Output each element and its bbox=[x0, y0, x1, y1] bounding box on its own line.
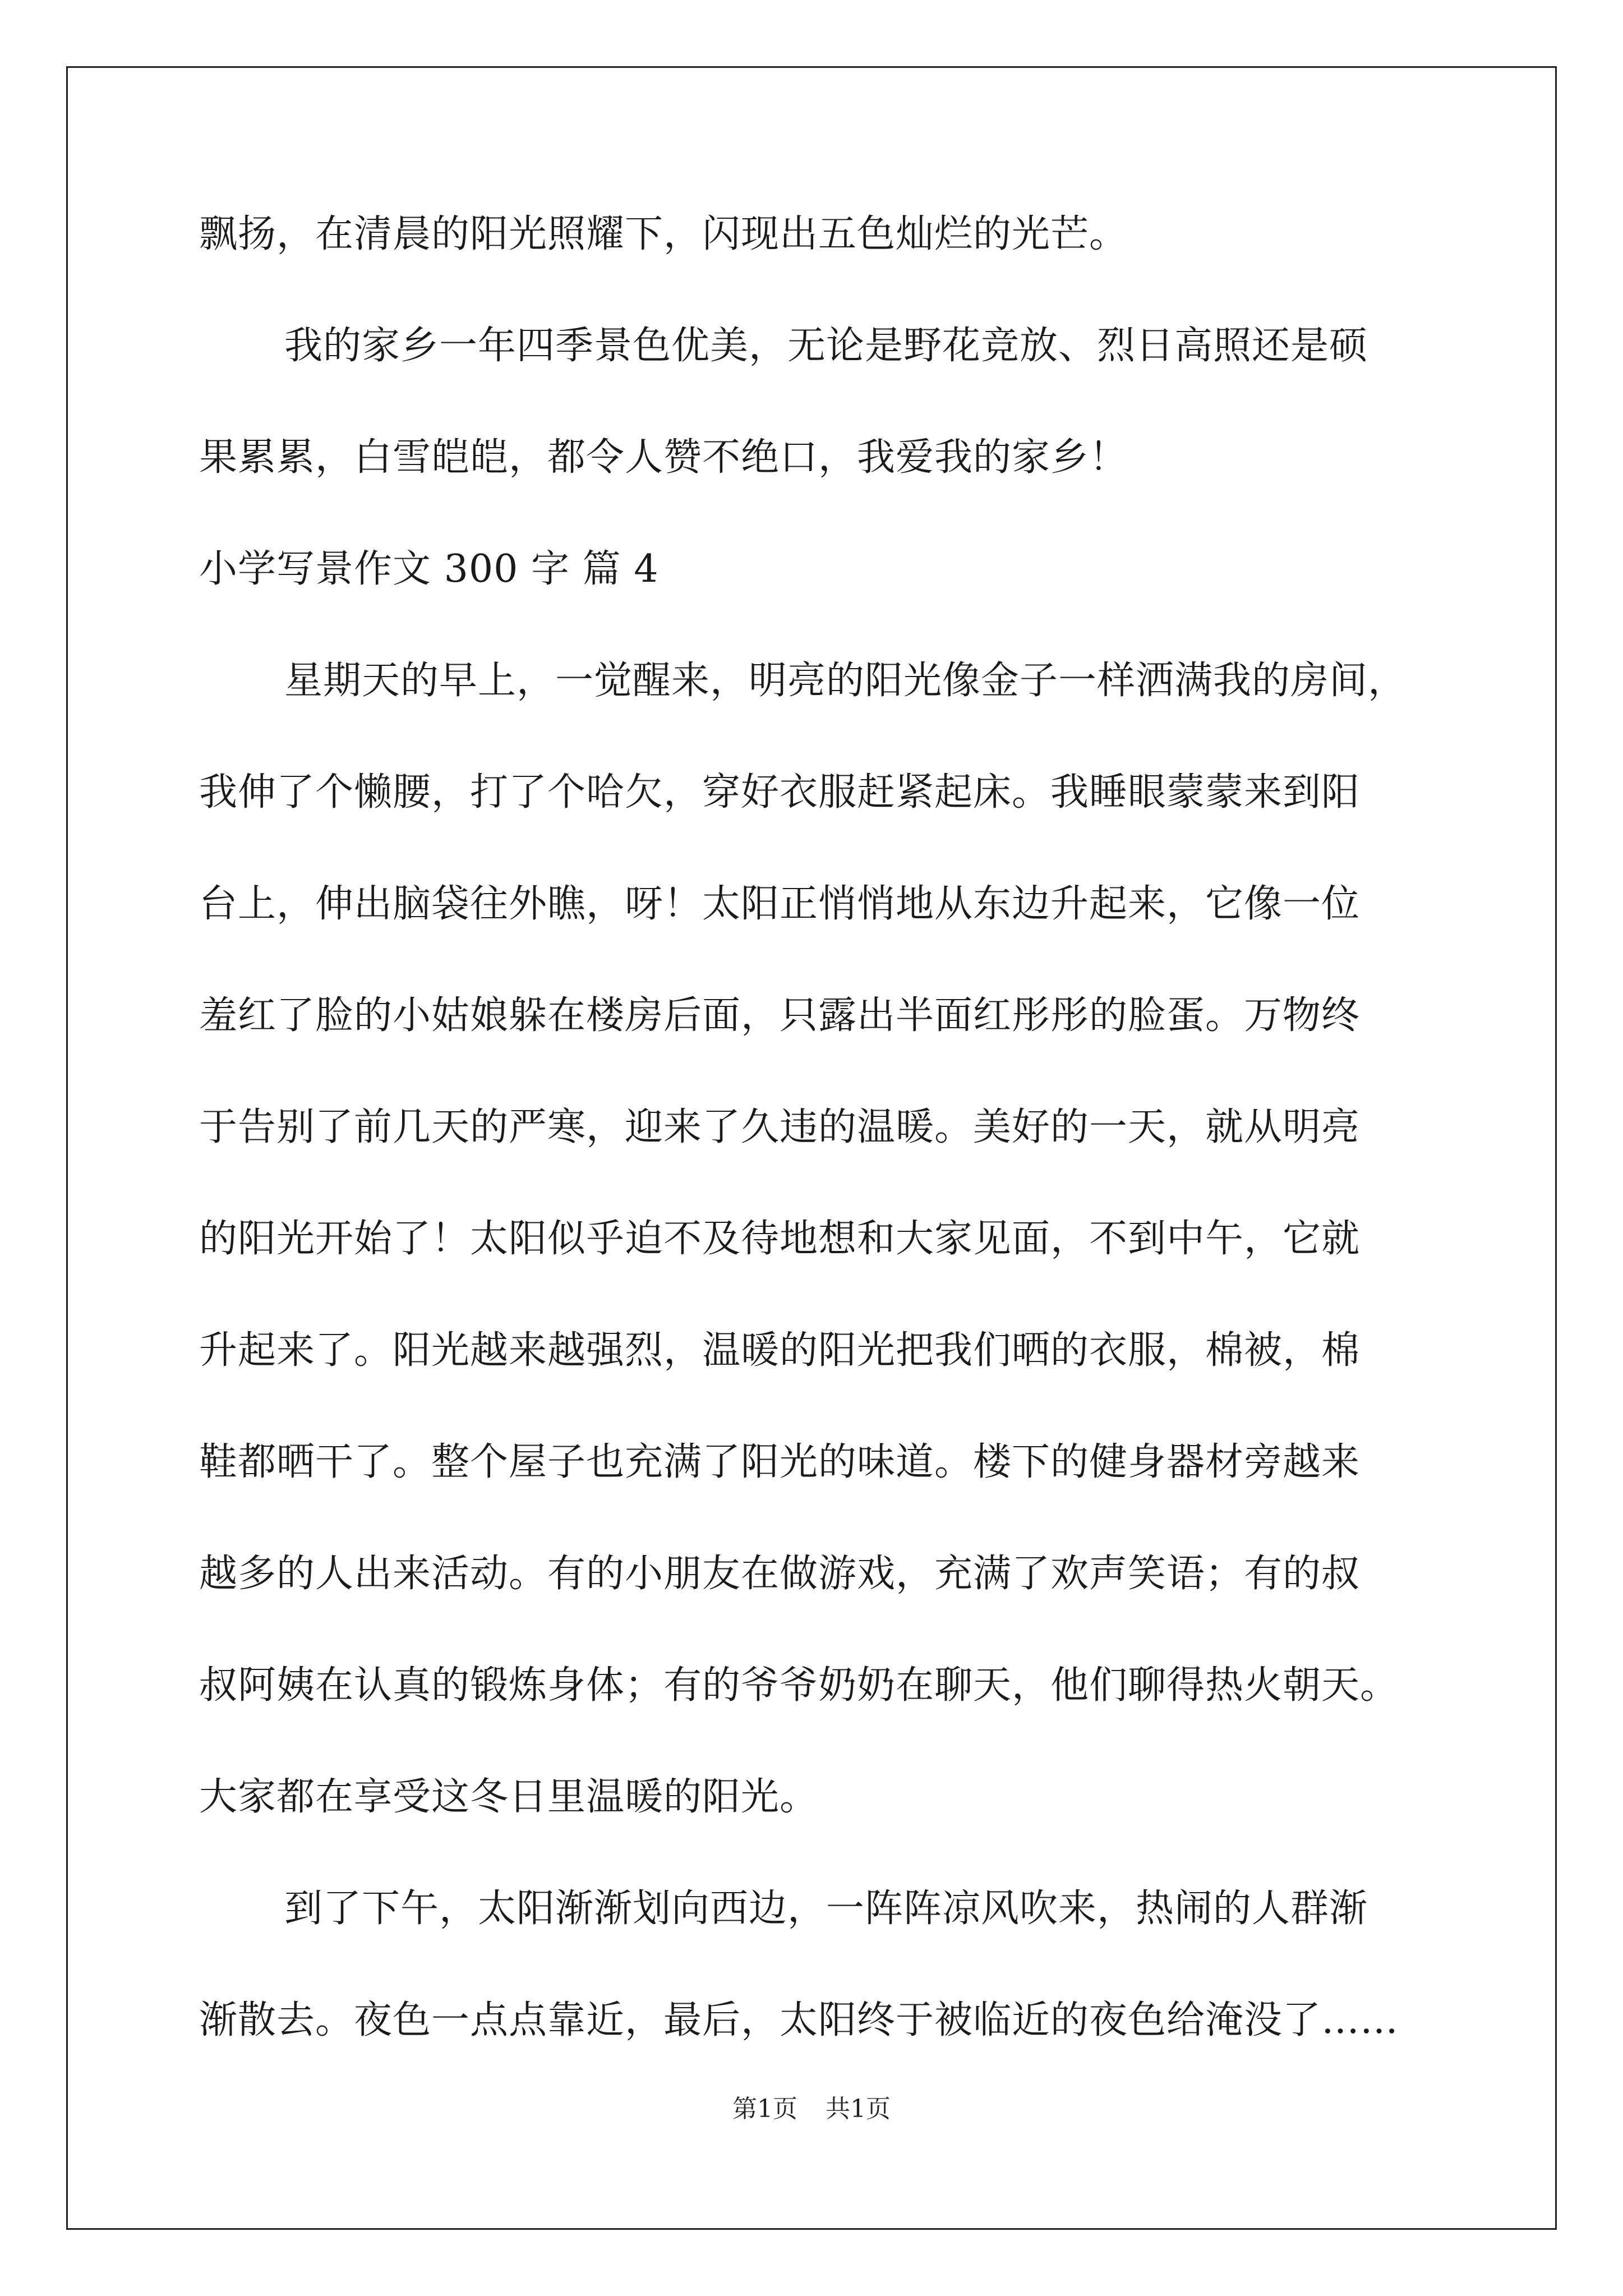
text-line: 果累累，白雪皑皑，都令人赞不绝口，我爱我的家乡！ bbox=[199, 435, 1128, 480]
section-heading: 小学写景作文 300 字 篇 4 bbox=[199, 547, 659, 591]
text-line: 升起来了。阳光越来越强烈，温暖的阳光把我们晒的衣服，棉被，棉 bbox=[199, 1328, 1361, 1373]
paragraph-start-line: 星期天的早上，一觉醒来，明亮的阳光像金子一样洒满我的房间， bbox=[284, 659, 1407, 703]
paragraph-start-line: 我的家乡一年四季景色优美，无论是野花竞放、烈日高照还是硕 bbox=[284, 324, 1368, 368]
paragraph-start-line: 到了下午，太阳渐渐划向西边，一阵阵凉风吹来，热闹的人群渐 bbox=[284, 1887, 1368, 1931]
text-line: 飘扬，在清晨的阳光照耀下，闪现出五色灿烂的光芒。 bbox=[199, 212, 1128, 256]
text-line: 渐散去。夜色一点点靠近，最后，太阳终于被临近的夜色给淹没了…… bbox=[199, 1998, 1399, 2042]
page-number: 第1页 bbox=[732, 2095, 797, 2123]
text-line: 大家都在享受这冬日里温暖的阳光。 bbox=[199, 1775, 819, 1819]
text-line: 越多的人出来活动。有的小朋友在做游戏，充满了欢声笑语；有的叔 bbox=[199, 1552, 1361, 1596]
text-line: 鞋都晒干了。整个屋子也充满了阳光的味道。楼下的健身器材旁越来 bbox=[199, 1440, 1361, 1484]
text-line: 叔阿姨在认真的锻炼身体；有的爷爷奶奶在聊天，他们聊得热火朝天。 bbox=[199, 1663, 1399, 1708]
text-line: 我伸了个懒腰，打了个哈欠，穿好衣服赶紧起床。我睡眼蒙蒙来到阳 bbox=[199, 770, 1361, 815]
text-line: 于告别了前几天的严寒，迎来了久违的温暖。美好的一天，就从明亮 bbox=[199, 1105, 1361, 1149]
page-total: 共1页 bbox=[826, 2095, 891, 2123]
text-line: 的阳光开始了！太阳似乎迫不及待地想和大家见面，不到中午，它就 bbox=[199, 1217, 1361, 1261]
text-line: 台上，伸出脑袋往外瞧，呀！太阳正悄悄地从东边升起来，它像一位 bbox=[199, 882, 1361, 926]
document-body bbox=[199, 208, 1450, 2105]
page-footer bbox=[0, 2093, 1623, 2125]
text-line: 羞红了脸的小姑娘躲在楼房后面，只露出半面红彤彤的脸蛋。万物终 bbox=[199, 993, 1361, 1038]
